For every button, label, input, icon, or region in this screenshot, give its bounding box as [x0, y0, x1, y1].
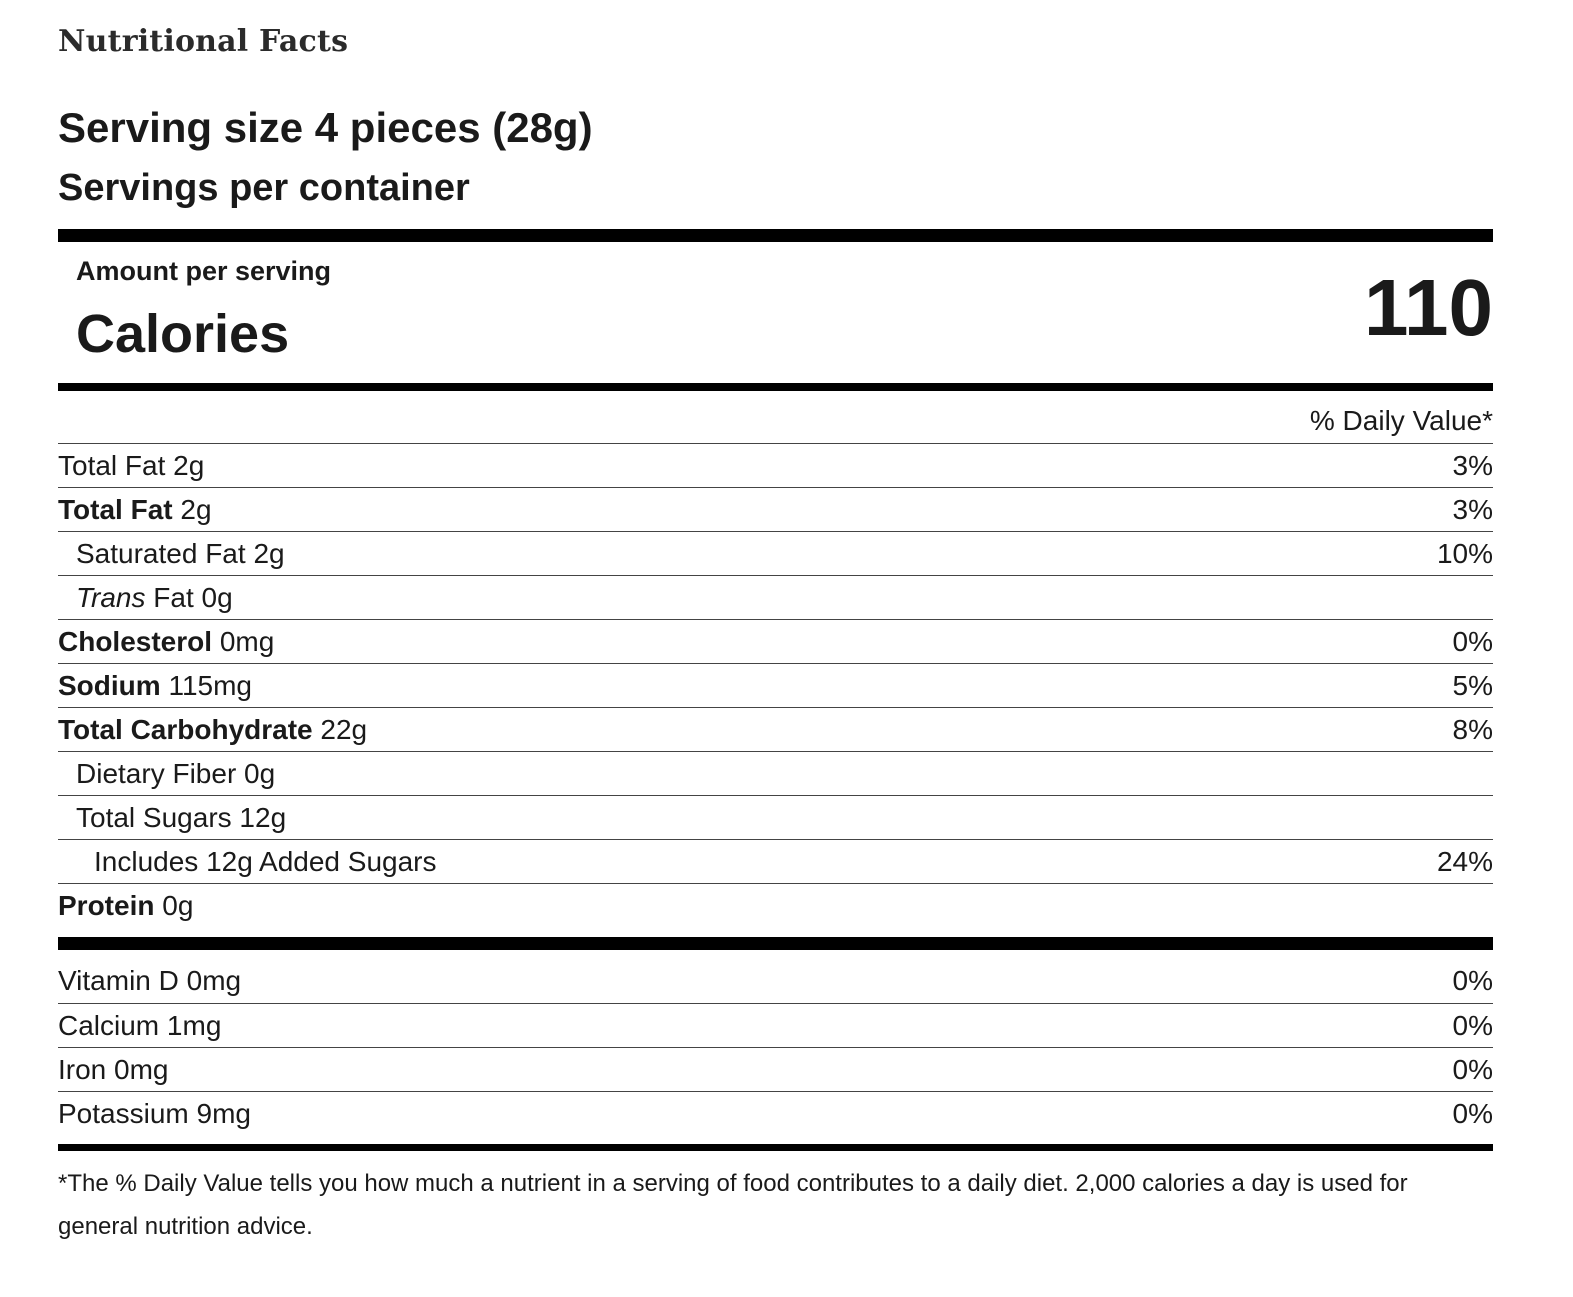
- calories-value: 110: [1363, 263, 1493, 352]
- page-heading: Nutritional Facts: [58, 24, 349, 59]
- vitamin-row: [58, 1003, 1493, 1047]
- medium-divider: [58, 383, 1493, 391]
- nutrient-dv: 5%: [1452, 670, 1493, 701]
- nutrient-name: Saturated Fat: [76, 538, 246, 569]
- vitamin-row: [58, 1047, 1493, 1091]
- vitamin-amount: 0mg: [114, 1054, 169, 1085]
- nutrient-row: [58, 663, 1493, 707]
- nutrient-table: [58, 443, 1493, 927]
- nutrient-row: [58, 487, 1493, 531]
- vitamin-name: Vitamin D: [58, 965, 179, 996]
- vitamin-name: Potassium: [58, 1098, 189, 1129]
- nutrient-name: Total Sugars: [76, 802, 232, 833]
- nutrient-name: Total Fat: [58, 450, 166, 481]
- nutrient-row: [58, 839, 1493, 883]
- vitamin-amount: 9mg: [196, 1098, 251, 1129]
- nutrient-amount: 115mg: [168, 670, 252, 701]
- nutrient-row: [58, 531, 1493, 575]
- nutrient-dv: 10%: [1436, 538, 1493, 569]
- nutrient-name: Cholesterol: [58, 626, 213, 657]
- vitamin-dv: 0%: [1452, 1098, 1493, 1129]
- nutrient-amount: 0g: [244, 758, 276, 789]
- nutrient-row: [58, 619, 1493, 663]
- vitamin-amount: 1mg: [166, 1010, 222, 1041]
- nutrient-name: Total Fat: [58, 494, 173, 525]
- vitamin-dv: 0%: [1452, 965, 1493, 996]
- nutrient-amount: 22g: [320, 714, 368, 745]
- daily-value-header: % Daily Value*: [1309, 405, 1493, 436]
- nutrient-dv: 3%: [1452, 494, 1493, 525]
- thick-divider: [58, 937, 1493, 950]
- thick-divider: [58, 229, 1493, 242]
- nutrient-row: [58, 575, 1493, 619]
- vitamin-amount: 0mg: [186, 965, 242, 996]
- nutrient-row: [58, 443, 1493, 487]
- nutrient-name: Dietary Fiber: [76, 758, 237, 789]
- vitamin-row: [58, 959, 1493, 1003]
- serving-size: Serving size 4 pieces (28g): [58, 104, 593, 151]
- nutrient-amount: 0g: [201, 582, 233, 613]
- nutrient-dv: 3%: [1452, 450, 1493, 481]
- vitamin-row: [58, 1091, 1493, 1135]
- nutrient-amount: 0g: [162, 890, 194, 921]
- vitamin-name: Iron: [58, 1054, 107, 1085]
- nutrient-dv: 24%: [1436, 846, 1493, 877]
- vitamin-dv: 0%: [1452, 1010, 1493, 1041]
- nutrient-amount: 12g: [239, 802, 287, 833]
- nutrient-dv: 0%: [1452, 626, 1493, 657]
- nutrient-amount: 0mg: [219, 626, 275, 657]
- nutrient-amount: 2g: [253, 538, 285, 569]
- nutrient-name-italic: Trans: [76, 582, 146, 613]
- nutrient-row: [58, 751, 1493, 795]
- nutrient-name: Fat: [153, 582, 194, 613]
- vitamin-dv: 0%: [1452, 1054, 1493, 1085]
- servings-per-container: Servings per container: [58, 167, 470, 209]
- nutrient-row: [58, 883, 1493, 927]
- nutrient-name: Sodium: [58, 670, 161, 701]
- nutrient-name: Protein: [58, 890, 155, 921]
- footnote: *The % Daily Value tells you how much a nutrient in a serving of food contributes to a daily diet. 2,000 calories a day is used for general nutrition advice.: [58, 1170, 1408, 1240]
- nutrient-dv: 8%: [1452, 714, 1493, 745]
- amount-per-serving: Amount per serving: [76, 256, 332, 286]
- nutrient-amount: 2g: [180, 494, 212, 525]
- nutrient-row: [58, 795, 1493, 839]
- nutrient-name: Includes 12g Added Sugars: [94, 846, 437, 877]
- vitamin-name: Calcium: [58, 1010, 160, 1041]
- nutrient-amount: 2g: [173, 450, 205, 481]
- vitamin-table: [58, 959, 1493, 1135]
- medium-divider: [58, 1144, 1493, 1151]
- nutrient-name: Total Carbohydrate: [58, 714, 313, 745]
- nutrient-row: [58, 707, 1493, 751]
- calories-label: Calories: [76, 304, 290, 364]
